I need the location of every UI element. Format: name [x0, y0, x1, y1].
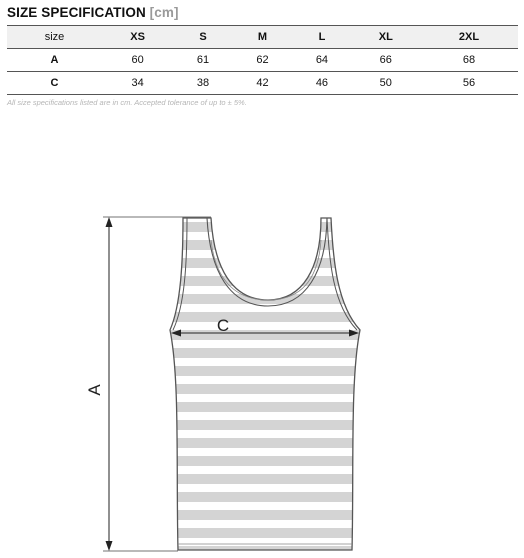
stripe	[160, 456, 370, 466]
dimension-a-label: A	[85, 384, 104, 396]
stripe	[160, 258, 370, 268]
stripe	[160, 528, 370, 538]
table-cell: 66	[352, 49, 420, 72]
stripe	[160, 222, 370, 232]
table-cell: 64	[292, 49, 351, 72]
stripe	[160, 474, 370, 484]
title-unit: [cm]	[149, 5, 179, 20]
stripe	[160, 330, 370, 340]
size-col-m: M	[233, 26, 292, 49]
size-col-xl: XL	[352, 26, 420, 49]
stripe	[160, 420, 370, 430]
size-header-label: size	[7, 26, 102, 49]
size-col-s: S	[173, 26, 232, 49]
stripe	[160, 366, 370, 376]
stripe	[160, 348, 370, 358]
table-cell: 42	[233, 72, 292, 95]
stripe	[160, 546, 370, 556]
table-cell: 34	[102, 72, 173, 95]
table-cell: 38	[173, 72, 232, 95]
stripe	[160, 510, 370, 520]
tolerance-note: All size specifications listed are in cm. Accepted tolerance of up to ± 5%.	[7, 98, 247, 107]
table-cell: 61	[173, 49, 232, 72]
row-label-a: A	[7, 49, 102, 72]
table-cell: 56	[420, 72, 518, 95]
stripe	[160, 384, 370, 394]
dimension-a-arrow-bottom	[106, 541, 113, 551]
stripe	[160, 492, 370, 502]
table-cell: 50	[352, 72, 420, 95]
stripe	[160, 438, 370, 448]
dimension-c-label: C	[216, 316, 230, 335]
stripe	[160, 402, 370, 412]
title-text: SIZE SPECIFICATION	[7, 5, 146, 20]
stripe	[160, 312, 370, 322]
table-cell: 68	[420, 49, 518, 72]
size-col-xs: XS	[102, 26, 173, 49]
size-col-2xl: 2XL	[420, 26, 518, 49]
dimension-a-arrow-top	[106, 217, 113, 227]
row-label-c: C	[7, 72, 102, 95]
table-cell: 60	[102, 49, 173, 72]
table-cell: 46	[292, 72, 351, 95]
table-cell: 62	[233, 49, 292, 72]
stripe	[160, 240, 370, 250]
size-col-l: L	[292, 26, 351, 49]
